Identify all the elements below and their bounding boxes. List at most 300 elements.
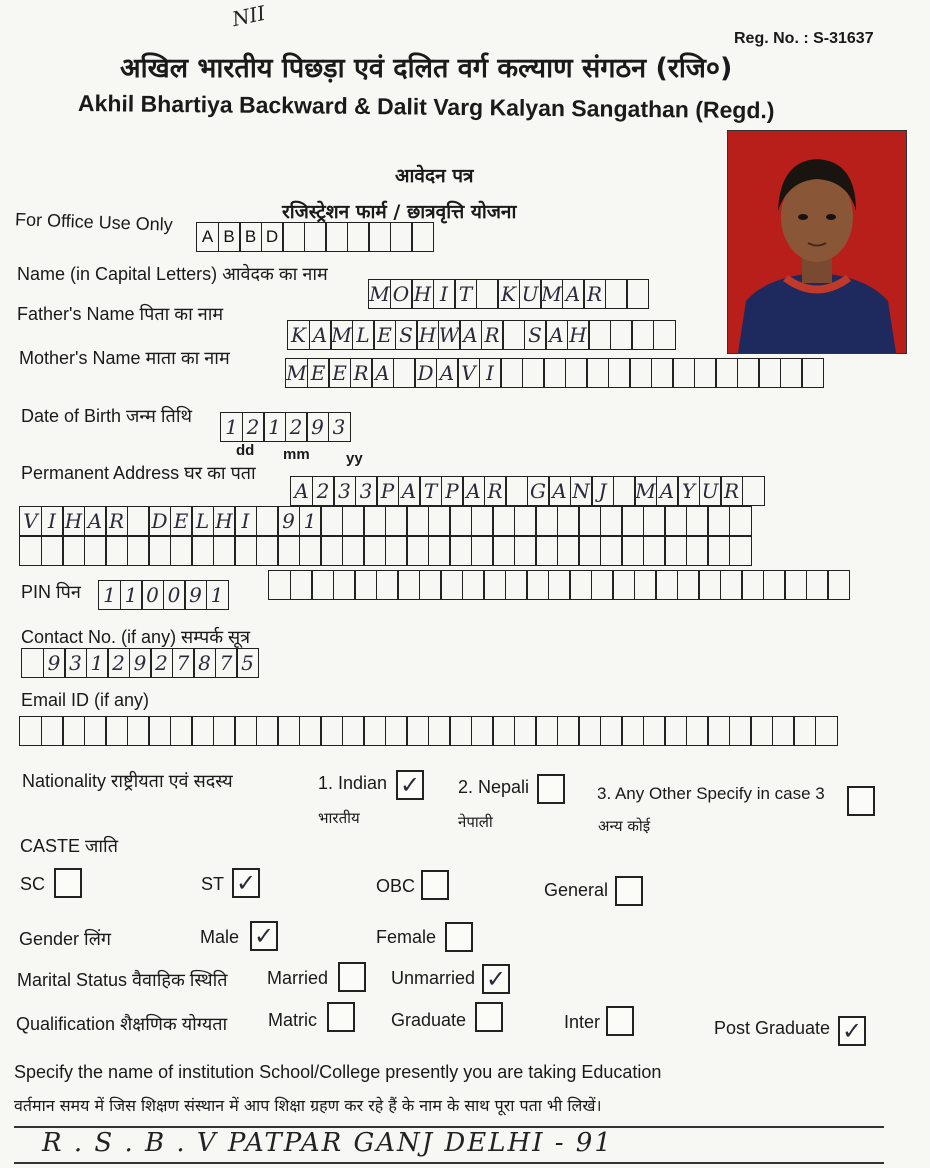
char-box: H <box>416 320 439 350</box>
nationality-indian-checkbox[interactable] <box>396 770 424 800</box>
char-box <box>565 358 588 388</box>
char-box: 3 <box>64 648 87 678</box>
char-box <box>677 570 700 600</box>
char-box <box>428 506 451 536</box>
char-box <box>492 716 515 746</box>
char-box: R <box>105 506 128 536</box>
char-box <box>621 506 644 536</box>
char-box <box>643 716 666 746</box>
char-box <box>234 716 257 746</box>
char-box <box>290 570 313 600</box>
char-box: A <box>84 506 107 536</box>
char-box <box>325 222 348 252</box>
marital-unmarried-label: Unmarried <box>391 968 476 988</box>
char-box: 1 <box>120 580 143 610</box>
nationality-nepali-checkbox[interactable] <box>537 774 565 804</box>
char-box: M <box>285 358 308 388</box>
char-box: E <box>307 358 330 388</box>
char-box <box>612 570 635 600</box>
char-box: O <box>390 279 413 309</box>
char-box <box>502 320 525 350</box>
dob-field[interactable] <box>220 412 349 444</box>
char-box <box>548 570 571 600</box>
char-box <box>347 222 370 252</box>
char-box <box>557 506 580 536</box>
pin-label: PIN पिन <box>21 582 81 602</box>
char-box: A <box>436 358 459 388</box>
caste-label: CASTE जाति <box>20 836 118 856</box>
char-box <box>578 716 601 746</box>
char-box: V <box>457 358 480 388</box>
char-box <box>557 716 580 746</box>
char-box <box>342 506 365 536</box>
char-box <box>492 536 515 566</box>
char-box <box>385 716 408 746</box>
char-box <box>664 536 687 566</box>
char-box <box>737 358 760 388</box>
char-box: 3 <box>328 412 351 442</box>
char-box <box>535 536 558 566</box>
char-box <box>514 536 537 566</box>
char-box <box>686 506 709 536</box>
char-box <box>492 506 515 536</box>
org-title-english: Akhil Bhartiya Backward & Dalit Varg Kalyan Sangathan (Regd.) <box>77 90 775 124</box>
char-box <box>772 716 795 746</box>
char-box <box>707 716 730 746</box>
nationality-other-hindi: अन्य कोई <box>598 817 651 835</box>
char-box <box>406 716 429 746</box>
dob-yy-label: yy <box>346 450 363 467</box>
email-label: Email ID (if any) <box>21 690 150 710</box>
char-box <box>342 716 365 746</box>
char-box <box>588 320 611 350</box>
char-box <box>256 716 279 746</box>
dob-label: Date of Birth जन्म तिथि <box>21 406 192 426</box>
address-line-2[interactable] <box>19 506 750 538</box>
char-box <box>557 536 580 566</box>
nationality-indian-hindi: भारतीय <box>318 809 360 827</box>
char-box <box>342 536 365 566</box>
char-box: I <box>41 506 64 536</box>
char-box <box>390 222 413 252</box>
char-box <box>277 536 300 566</box>
char-box <box>600 536 623 566</box>
char-box: 1 <box>206 580 229 610</box>
char-box <box>127 716 150 746</box>
marital-unmarried-checkbox[interactable] <box>482 964 510 994</box>
char-box <box>483 570 506 600</box>
char-box <box>643 506 666 536</box>
form-title: आवेदन पत्र <box>395 165 474 187</box>
char-box <box>320 506 343 536</box>
char-box: E <box>328 358 351 388</box>
char-box: 9 <box>43 648 66 678</box>
char-box <box>213 536 236 566</box>
char-box: L <box>191 506 214 536</box>
char-box <box>428 716 451 746</box>
char-box: K <box>287 320 310 350</box>
char-box: 9 <box>129 648 152 678</box>
char-box <box>578 506 601 536</box>
char-box <box>406 506 429 536</box>
char-box <box>471 536 494 566</box>
char-box: 0 <box>163 580 186 610</box>
char-box <box>543 358 566 388</box>
char-box: G <box>527 476 550 506</box>
char-box <box>514 716 537 746</box>
char-box: R <box>481 320 504 350</box>
char-box <box>664 506 687 536</box>
char-box: 2 <box>150 648 173 678</box>
office-use-boxes <box>196 222 433 254</box>
char-box: I <box>433 279 456 309</box>
registration-number: Reg. No. : S-31637 <box>734 30 874 47</box>
char-box <box>586 358 609 388</box>
char-box: R <box>350 358 373 388</box>
char-box <box>784 570 807 600</box>
char-box <box>256 506 279 536</box>
caste-st-checkbox[interactable] <box>232 868 260 898</box>
char-box: J <box>591 476 614 506</box>
char-box <box>651 358 674 388</box>
char-box <box>41 716 64 746</box>
char-box: H <box>213 506 236 536</box>
char-box <box>610 320 633 350</box>
char-box: V <box>19 506 42 536</box>
char-box <box>376 570 399 600</box>
char-box <box>320 536 343 566</box>
char-box <box>170 716 193 746</box>
char-box <box>505 476 528 506</box>
address-line-4[interactable] <box>268 570 849 602</box>
char-box <box>694 358 717 388</box>
institution-instruction-hindi: वर्तमान समय में जिस शिक्षण संस्थान में आप शिक्षा ग्रहण कर रहे हैं के नाम के साथ पूरा पता भी लिखें। <box>14 1096 602 1115</box>
char-box: I <box>234 506 257 536</box>
caste-obc-label: OBC <box>376 876 416 896</box>
qualification-graduate-checkbox[interactable] <box>475 1002 503 1032</box>
char-box <box>672 358 695 388</box>
char-box <box>815 716 838 746</box>
check-icon: ✓ <box>253 922 275 950</box>
char-box <box>462 570 485 600</box>
char-box: 1 <box>263 412 286 442</box>
char-box <box>354 570 377 600</box>
char-box <box>634 570 657 600</box>
char-box <box>631 320 654 350</box>
father-name-field[interactable] <box>287 320 674 352</box>
char-box: H <box>62 506 85 536</box>
char-box: 7 <box>172 648 195 678</box>
char-box <box>605 279 628 309</box>
char-box <box>806 570 829 600</box>
char-box: H <box>411 279 434 309</box>
char-box <box>19 716 42 746</box>
qualification-graduate-label: Graduate <box>391 1010 467 1030</box>
char-box <box>476 279 499 309</box>
char-box: 8 <box>193 648 216 678</box>
nationality-other-checkbox[interactable] <box>847 786 875 816</box>
char-box <box>600 506 623 536</box>
char-box <box>170 536 193 566</box>
check-icon: ✓ <box>235 869 257 897</box>
address-line-3[interactable] <box>19 536 750 568</box>
char-box <box>84 536 107 566</box>
contact-field[interactable] <box>21 648 258 680</box>
char-box <box>729 536 752 566</box>
char-box <box>707 506 730 536</box>
char-box <box>213 716 236 746</box>
char-box: A <box>548 476 571 506</box>
nationality-indian-label: 1. Indian <box>318 773 388 793</box>
char-box <box>729 716 752 746</box>
gender-female-label: Female <box>376 927 437 947</box>
name-label: Name (in Capital Letters) आवेदक का नाम <box>17 264 328 284</box>
char-box <box>84 716 107 746</box>
check-icon: ✓ <box>841 1017 863 1045</box>
char-box: 1 <box>220 412 243 442</box>
char-box: N <box>570 476 593 506</box>
gender-female-checkbox[interactable] <box>445 922 473 952</box>
char-box: 0 <box>141 580 164 610</box>
char-box <box>148 536 171 566</box>
char-box <box>148 716 171 746</box>
char-box <box>505 570 528 600</box>
char-box <box>621 536 644 566</box>
char-box: A <box>398 476 421 506</box>
char-box <box>608 358 631 388</box>
char-box: U <box>519 279 542 309</box>
char-box <box>105 716 128 746</box>
char-box: E <box>373 320 396 350</box>
marital-married-checkbox[interactable] <box>338 962 366 992</box>
char-box <box>19 536 42 566</box>
char-box: D <box>414 358 437 388</box>
char-box <box>304 222 327 252</box>
char-box <box>793 716 816 746</box>
char-box: P <box>441 476 464 506</box>
char-box <box>282 222 305 252</box>
char-box: T <box>454 279 477 309</box>
char-box <box>626 279 649 309</box>
char-box: 1 <box>299 506 322 536</box>
char-box: L <box>352 320 375 350</box>
char-box <box>535 716 558 746</box>
char-box <box>720 570 743 600</box>
char-box <box>569 570 592 600</box>
char-box <box>419 570 442 600</box>
char-box <box>428 536 451 566</box>
gender-male-checkbox[interactable] <box>250 921 278 951</box>
char-box <box>471 506 494 536</box>
qualification-postgraduate-checkbox[interactable] <box>838 1016 866 1046</box>
char-box: 3 <box>333 476 356 506</box>
gender-male-label: Male <box>200 927 240 947</box>
char-box: A <box>656 476 679 506</box>
char-box <box>363 506 386 536</box>
check-icon: ✓ <box>399 771 421 799</box>
char-box <box>621 716 644 746</box>
qualification-inter-checkbox[interactable] <box>606 1006 634 1036</box>
char-box <box>191 536 214 566</box>
nationality-nepali-label: 2. Nepali <box>458 777 530 797</box>
char-box: 3 <box>355 476 378 506</box>
gender-label: Gender लिंग <box>19 929 112 949</box>
char-box <box>741 570 764 600</box>
char-box: M <box>634 476 657 506</box>
char-box: E <box>170 506 193 536</box>
char-box: 9 <box>184 580 207 610</box>
char-box: 1 <box>98 580 121 610</box>
address-label: Permanent Address घर का पता <box>21 463 256 483</box>
char-box <box>385 536 408 566</box>
char-box <box>698 570 721 600</box>
char-box <box>21 648 44 678</box>
char-box: 2 <box>312 476 335 506</box>
char-box: 7 <box>215 648 238 678</box>
char-box: T <box>419 476 442 506</box>
char-box <box>780 358 803 388</box>
char-box: R <box>583 279 606 309</box>
pin-field[interactable] <box>98 580 227 612</box>
char-box: W <box>438 320 461 350</box>
nationality-label: Nationality राष्ट्रीयता एवं सदस्य <box>22 771 233 791</box>
caste-sc-checkbox[interactable] <box>54 868 82 898</box>
handwritten-scribble: NII <box>229 0 268 32</box>
email-field[interactable] <box>19 716 836 748</box>
char-box: 2 <box>107 648 130 678</box>
qualification-postgraduate-label: Post Graduate <box>714 1018 831 1038</box>
char-box <box>191 716 214 746</box>
char-box: A <box>371 358 394 388</box>
qualification-matric-label: Matric <box>268 1010 317 1030</box>
char-box: Y <box>677 476 700 506</box>
char-box <box>750 716 773 746</box>
char-box <box>629 358 652 388</box>
char-box: 5 <box>236 648 259 678</box>
char-box <box>686 716 709 746</box>
char-box <box>127 506 150 536</box>
char-box <box>500 358 523 388</box>
char-box <box>333 570 356 600</box>
form-subtitle: रजिस्ट्रेशन फार्म / छात्रवृत्ति योजना <box>282 201 517 223</box>
char-box <box>801 358 824 388</box>
divider-line-bottom <box>14 1162 884 1164</box>
char-box <box>715 358 738 388</box>
institution-instruction-english: Specify the name of institution School/College presently you are taking Education <box>14 1062 662 1082</box>
char-box <box>729 506 752 536</box>
char-box <box>299 536 322 566</box>
char-box: 2 <box>285 412 308 442</box>
char-box: R <box>720 476 743 506</box>
char-box <box>363 716 386 746</box>
char-box <box>311 570 334 600</box>
char-box <box>268 570 291 600</box>
char-box <box>522 358 545 388</box>
nationality-nepali-hindi: नेपाली <box>458 813 493 831</box>
contact-label: Contact No. (if any) सम्पर्क सूत्र <box>21 627 251 647</box>
address-line-1[interactable] <box>290 476 763 508</box>
father-name-label: Father's Name पिता का नाम <box>17 304 224 324</box>
char-box: A <box>459 320 482 350</box>
char-box: M <box>540 279 563 309</box>
char-box: 1 <box>86 648 109 678</box>
char-box: D <box>261 222 284 252</box>
char-box: A <box>462 476 485 506</box>
char-box <box>707 536 730 566</box>
qualification-matric-checkbox[interactable] <box>327 1002 355 1032</box>
char-box <box>664 716 687 746</box>
caste-st-label: ST <box>201 874 225 894</box>
char-box <box>105 536 128 566</box>
char-box <box>320 716 343 746</box>
char-box: I <box>479 358 502 388</box>
char-box <box>256 536 279 566</box>
char-box <box>363 536 386 566</box>
qualification-label: Qualification शैक्षणिक योग्यता <box>16 1014 228 1034</box>
char-box: D <box>148 506 171 536</box>
char-box <box>406 536 429 566</box>
caste-sc-label: SC <box>20 874 46 894</box>
char-box: 2 <box>242 412 265 442</box>
marital-label: Marital Status वैवाहिक स्थिति <box>17 970 228 990</box>
char-box <box>655 570 678 600</box>
char-box <box>514 506 537 536</box>
char-box <box>591 570 614 600</box>
char-box: R <box>484 476 507 506</box>
char-box <box>299 716 322 746</box>
applicant-photo <box>727 130 907 354</box>
char-box <box>742 476 765 506</box>
mother-name-field[interactable] <box>285 358 823 390</box>
nationality-other-label: 3. Any Other Specify in case 3 <box>597 784 825 803</box>
char-box: A <box>545 320 568 350</box>
char-box <box>449 506 472 536</box>
dob-mm-label: mm <box>283 446 310 463</box>
char-box <box>827 570 850 600</box>
office-use-label: For Office Use Only <box>14 209 174 235</box>
char-box <box>62 536 85 566</box>
char-box <box>613 476 636 506</box>
check-icon: ✓ <box>485 965 507 993</box>
institution-field[interactable]: R . S . B . V PATPAR GANJ DELHI - 91 <box>42 1128 613 1158</box>
char-box: B <box>218 222 241 252</box>
char-box: S <box>524 320 547 350</box>
char-box: A <box>309 320 332 350</box>
char-box <box>127 536 150 566</box>
char-box: A <box>562 279 585 309</box>
char-box: A <box>290 476 313 506</box>
marital-married-label: Married <box>267 968 329 988</box>
char-box: M <box>330 320 353 350</box>
char-box <box>385 506 408 536</box>
name-field[interactable] <box>368 279 648 311</box>
caste-general-checkbox[interactable] <box>615 876 643 906</box>
char-box <box>653 320 676 350</box>
mother-name-label: Mother's Name माता का नाम <box>19 348 230 368</box>
caste-obc-checkbox[interactable] <box>421 870 449 900</box>
char-box <box>526 570 549 600</box>
char-box <box>411 222 434 252</box>
char-box <box>234 536 257 566</box>
char-box <box>368 222 391 252</box>
char-box <box>440 570 463 600</box>
char-box: M <box>368 279 391 309</box>
char-box <box>449 536 472 566</box>
char-box: P <box>376 476 399 506</box>
char-box <box>763 570 786 600</box>
char-box <box>471 716 494 746</box>
char-box <box>41 536 64 566</box>
